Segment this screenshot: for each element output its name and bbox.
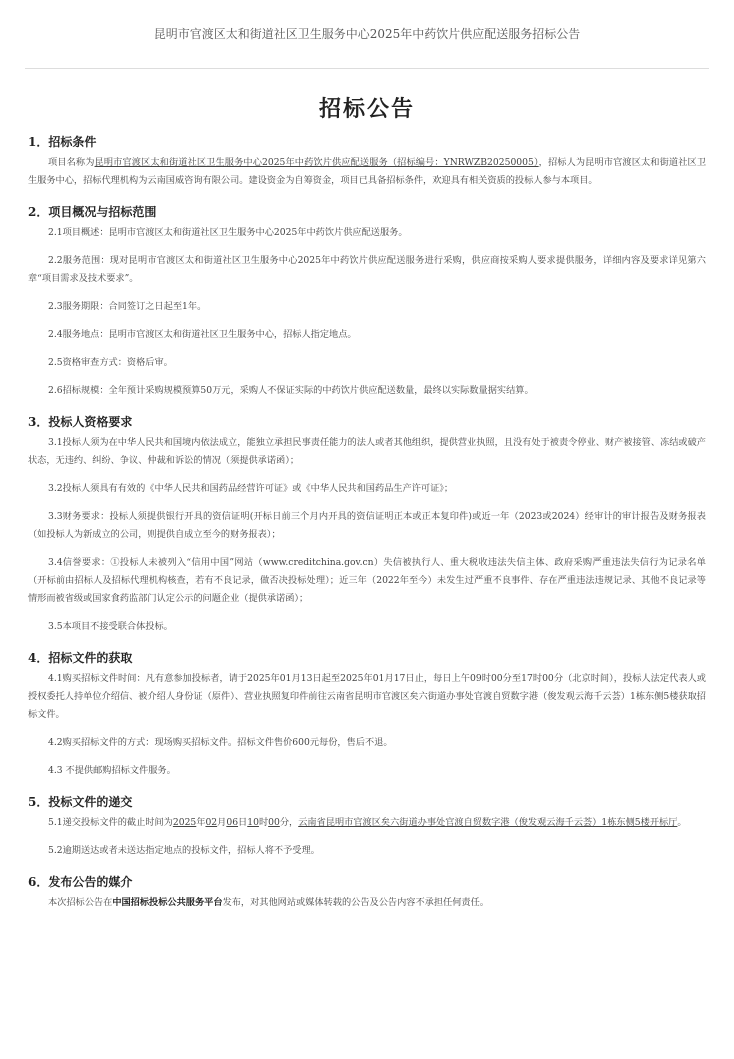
text-fragment: 发布，对其他网站或媒体转载的公告及公告内容不承担任何责任。: [222, 897, 489, 908]
paragraph-2-6: 2.6招标规模：全年预计采购规模预算50万元，采购人不保证实际的中药饮片供应配送数量，最终以实际数量据实结算。: [48, 385, 534, 396]
paragraph-5-1: [28, 814, 706, 832]
paragraph-2-4: 2.4服务地点：昆明市官渡区太和街道社区卫生服务中心，招标人指定地点。: [48, 329, 357, 340]
paragraph-2-5: 2.5资格审查方式：资格后审。: [48, 357, 173, 368]
text-fragment: 时: [258, 817, 269, 828]
paragraph-3-2: 3.2投标人须具有有效的《中华人民共和国药品经营许可证》或《中华人民共和国药品生产许可证》；: [48, 483, 454, 494]
text-fragment: 本次招标公告在: [48, 897, 113, 908]
paragraph-3-3: 3.3财务要求：投标人须提供银行开具的资信证明(开标日前三个月内开具的资信证明正本或正本复印件)或近一年（2023或2024）经审计的审计报告及财务报表（如投标人为新成立的公司，则提供自成立至今的财务报表）；: [28, 511, 706, 540]
text-fragment: 5.1递交投标文件的截止时间为: [48, 817, 173, 828]
paragraph-2-3: 2.3服务期限：合同签订之日起至1年。: [48, 301, 207, 312]
publishing-platform: 中国招标投标公共服务平台: [112, 897, 223, 908]
document-title: 招标公告: [318, 96, 415, 122]
text-fragment: 分，: [279, 817, 299, 828]
text-fragment: ，招标人为昆明市官渡区太和街道社区卫生服务中心，招标代理机构为云南国威咨询有限公司。建设资金为自筹资金，项目已具备招标条件，欢迎具有相关资质的投标人参与本项目。: [28, 157, 707, 186]
paragraph-5-2: 5.2逾期送达或者未送达指定地点的投标文件，招标人将不予受理。: [48, 845, 320, 856]
section-heading-1: 1．招标条件: [28, 135, 97, 149]
section-heading-3: 3．投标人资格要求: [28, 415, 133, 429]
text-fragment: 年: [196, 817, 206, 828]
paragraph-4-2: 4.2购买招标文件的方式：现场购买招标文件。招标文件售价600元每份，售后不退。: [48, 737, 393, 748]
bid-opening-location: 云南省昆明市官渡区矣六街道办事处官渡自贸数字港（俊发观云海千云荟）1栋东侧5楼开标厅: [298, 817, 678, 828]
section-heading-5: 5．投标文件的递交: [28, 795, 133, 809]
paragraph-2-1: 2.1项目概述：昆明市官渡区太和街道社区卫生服务中心2025年中药饮片供应配送服务。: [48, 227, 408, 238]
section-heading-2: 2．项目概况与招标范围: [28, 205, 157, 219]
page-header-title: 昆明市官渡区太和街道社区卫生服务中心2025年中药饮片供应配送服务招标公告: [153, 27, 581, 41]
project-name-link[interactable]: 昆明市官渡区太和街道社区卫生服务中心2025年中药饮片供应配送服务（招标编号：YNRWZB20250005）: [94, 157, 539, 168]
document-body: [28, 130, 706, 912]
text-fragment: 月: [217, 817, 227, 828]
section-1-paragraph: [28, 154, 706, 190]
paragraph-4-3: 4.3 不提供邮购招标文件服务。: [48, 765, 176, 776]
deadline-year: 2025: [172, 817, 197, 828]
paragraph-3-5: 3.5本项目不接受联合体投标。: [48, 621, 173, 632]
deadline-hour: 10: [247, 817, 259, 828]
deadline-day: 06: [226, 817, 239, 828]
paragraph-6-1: [28, 894, 706, 912]
text-fragment: 。: [677, 817, 687, 828]
paragraph-3-4: 3.4信誉要求：①投标人未被列入“信用中国”网站（www.creditchina.gov.cn）失信被执行人、重大税收违法失信主体、政府采购严重违法失信行为记录名单（开标前由招标人及招标代理机构核查，若有不良记录，做否决投标处理）；近三年（2022年至今）未发生过严重不良事件、存在严重违法违规记录、其他不良记录等情形而被省级或国家食药监部门认定公示的问题企业（提供承诺函）；: [28, 557, 706, 604]
text-fragment: 日: [238, 817, 248, 828]
section-heading-6: 6．发布公告的媒介: [28, 875, 133, 889]
deadline-month: 02: [205, 817, 218, 828]
header-divider: [25, 68, 709, 69]
paragraph-3-1: 3.1投标人须为在中华人民共和国境内依法成立，能独立承担民事责任能力的法人或者其他组织，提供营业执照，且没有处于被责令停业、财产被接管、冻结或破产状态，无违约、纠纷、争议、仲裁和诉讼的情况（须提供承诺函）；: [28, 437, 706, 466]
paragraph-4-1: 4.1购买招标文件时间：凡有意参加投标者，请于2025年01月13日起至2025年01月17日止，每日上午09时00分至17时00分（北京时间），投标人法定代表人或授权委托人持单位介绍信、被介绍人身份证（原件）、营业执照复印件前往云南省昆明市官渡区矣六街道办事处官渡自贸数字港（俊发观云海千云荟）1栋东侧5楼获取招标文件。: [28, 673, 706, 720]
text-fragment: 项目名称为: [48, 157, 95, 168]
paragraph-2-2: 2.2服务范围：现对昆明市官渡区太和街道社区卫生服务中心2025年中药饮片供应配送服务进行采购，供应商按采购人要求提供服务，详细内容及要求详见第六章“项目需求及技术要求”。: [28, 255, 706, 284]
section-heading-4: 4．招标文件的获取: [28, 651, 133, 665]
deadline-minute: 00: [268, 817, 280, 828]
